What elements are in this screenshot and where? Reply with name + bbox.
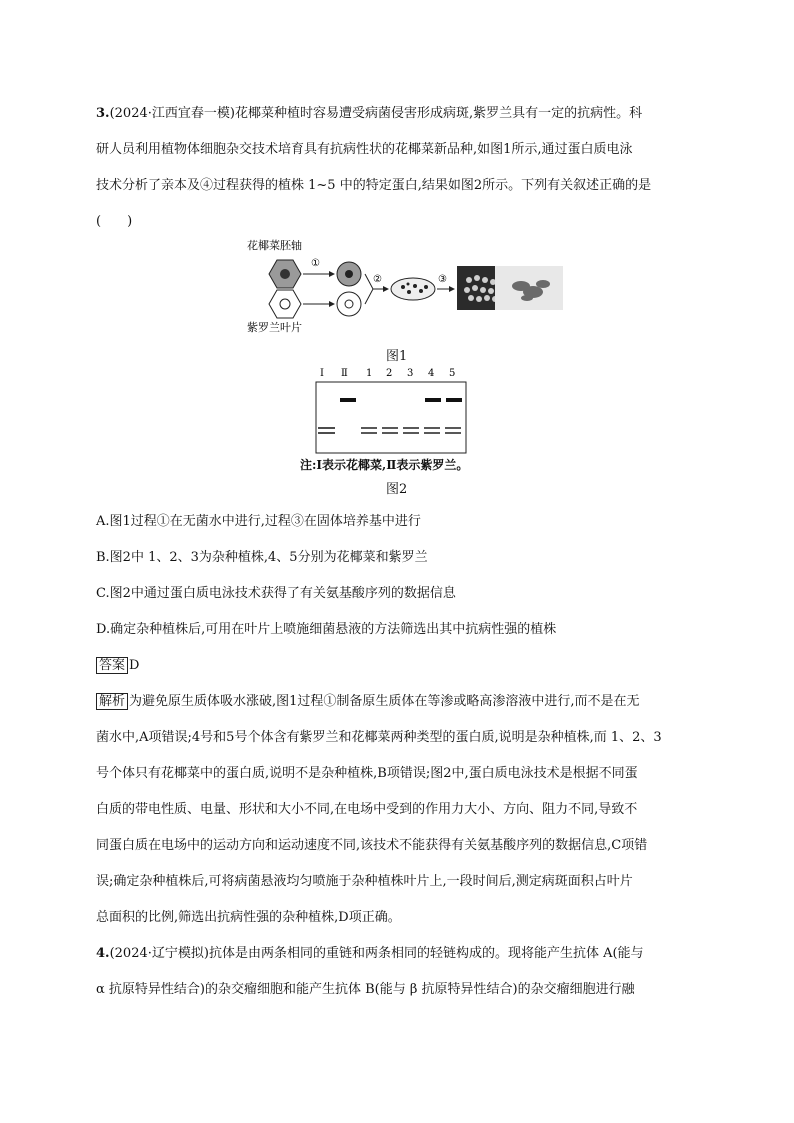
- lane-label: 4: [428, 368, 435, 379]
- figure-2-caption: 图2: [386, 482, 408, 497]
- answer-tag: 答案: [96, 657, 128, 674]
- answer-value: D: [129, 658, 140, 673]
- answer-line: [96, 658, 139, 674]
- q3-line2: 研人员利用植物体细胞杂交技术培育具有抗病性状的花椰菜新品种,如图1所示,通过蛋白质电泳: [96, 142, 633, 157]
- analysis-line3: 号个体只有花椰菜中的蛋白质,说明不是杂种植株,B项错误;图2中,蛋白质电泳技术是根据不同蛋: [96, 766, 638, 781]
- lane-label: Ⅰ: [320, 368, 324, 379]
- analysis-tag: 解析: [96, 693, 128, 710]
- gel-band: [340, 398, 356, 402]
- figure-1: [245, 236, 565, 336]
- fig1-step2: ②: [373, 274, 382, 285]
- analysis-line2: 菌水中,A项错误;4号和5号个体含有紫罗兰和花椰菜两种类型的蛋白质,说明是杂种植株,而 1、2、3: [96, 730, 662, 745]
- figure-2: [315, 365, 475, 455]
- analysis-line4: 白质的带电性质、电量、形状和大小不同,在电场中受到的作用力大小、方向、阻力不同,导致不: [96, 802, 638, 817]
- q4-line2: α 抗原特异性结合)的杂交瘤细胞和能产生抗体 B(能与 β 抗原特异性结合)的杂交瘤细胞进行融: [96, 982, 635, 997]
- lane-label: 2: [386, 368, 393, 379]
- lane-label: 3: [407, 368, 414, 379]
- fig1-step1: ①: [311, 258, 320, 269]
- q4-number: 4.: [96, 946, 110, 961]
- analysis-line6: 误;确定杂种植株后,可将病菌悬液均匀喷施于杂种植株叶片上,一段时间后,测定病斑面积占叶片: [96, 874, 633, 889]
- figure-2-gel: [315, 365, 475, 455]
- q3-paren: ( ): [96, 214, 133, 229]
- fig1-label-top: 花椰菜胚轴: [247, 239, 302, 252]
- analysis-line7: 总面积的比例,筛选出抗病性强的杂种植株,D项正确。: [96, 910, 401, 925]
- fig1-step3: ③: [438, 274, 447, 285]
- lane-label: 1: [366, 368, 373, 379]
- petri-dish: [391, 278, 435, 300]
- figure-2-note: 注:Ⅰ表示花椰菜,Ⅱ表示紫罗兰。: [300, 458, 469, 472]
- analysis-line5: 同蛋白质在电场中的运动方向和运动速度不同,该技术不能获得有关氨基酸序列的数据信息,C项错: [96, 838, 648, 853]
- figure-1-caption: 图1: [386, 349, 408, 364]
- q3-number: 3.: [96, 106, 110, 121]
- q3-line3: 技术分析了亲本及④过程获得的植株 1~5 中的特定蛋白,结果如图2所示。下列有关叙述正确的是: [96, 178, 652, 193]
- gel-lane-labels: [320, 368, 455, 379]
- lane-label: 5: [449, 368, 456, 379]
- gel-band: [446, 398, 462, 402]
- q4-line1: 4.(2024·辽宁模拟)抗体是由两条相同的重链和两条相同的轻链构成的。现将能产生抗体 A(能与: [96, 946, 644, 961]
- option-c: C.图2中通过蛋白质电泳技术获得了有关氨基酸序列的数据信息: [96, 586, 456, 601]
- analysis-line1: 解析 为避免原生质体吸水涨破,图1过程①制备原生质体在等渗或略高渗溶液中进行,而不是在无: [96, 694, 640, 710]
- option-b: B.图2中 1、2、3为杂种植株,4、5分别为花椰菜和紫罗兰: [96, 550, 428, 565]
- option-d: D.确定杂种植株后,可用在叶片上喷施细菌悬液的方法筛选出其中抗病性强的植株: [96, 622, 557, 637]
- figure-1-diagram: [245, 236, 565, 336]
- q3-line1: 3.(2024·江西宜春一模)花椰菜种植时容易遭受病菌侵害形成病斑,紫罗兰具有一定的抗病性。科: [96, 106, 643, 121]
- option-a: A.图1过程①在无菌水中进行,过程③在固体培养基中进行: [96, 514, 421, 529]
- lane-label: Ⅱ: [341, 368, 348, 379]
- fig1-label-bottom: 紫罗兰叶片: [247, 321, 302, 334]
- gel-frame: [316, 382, 466, 453]
- gel-band: [425, 398, 441, 402]
